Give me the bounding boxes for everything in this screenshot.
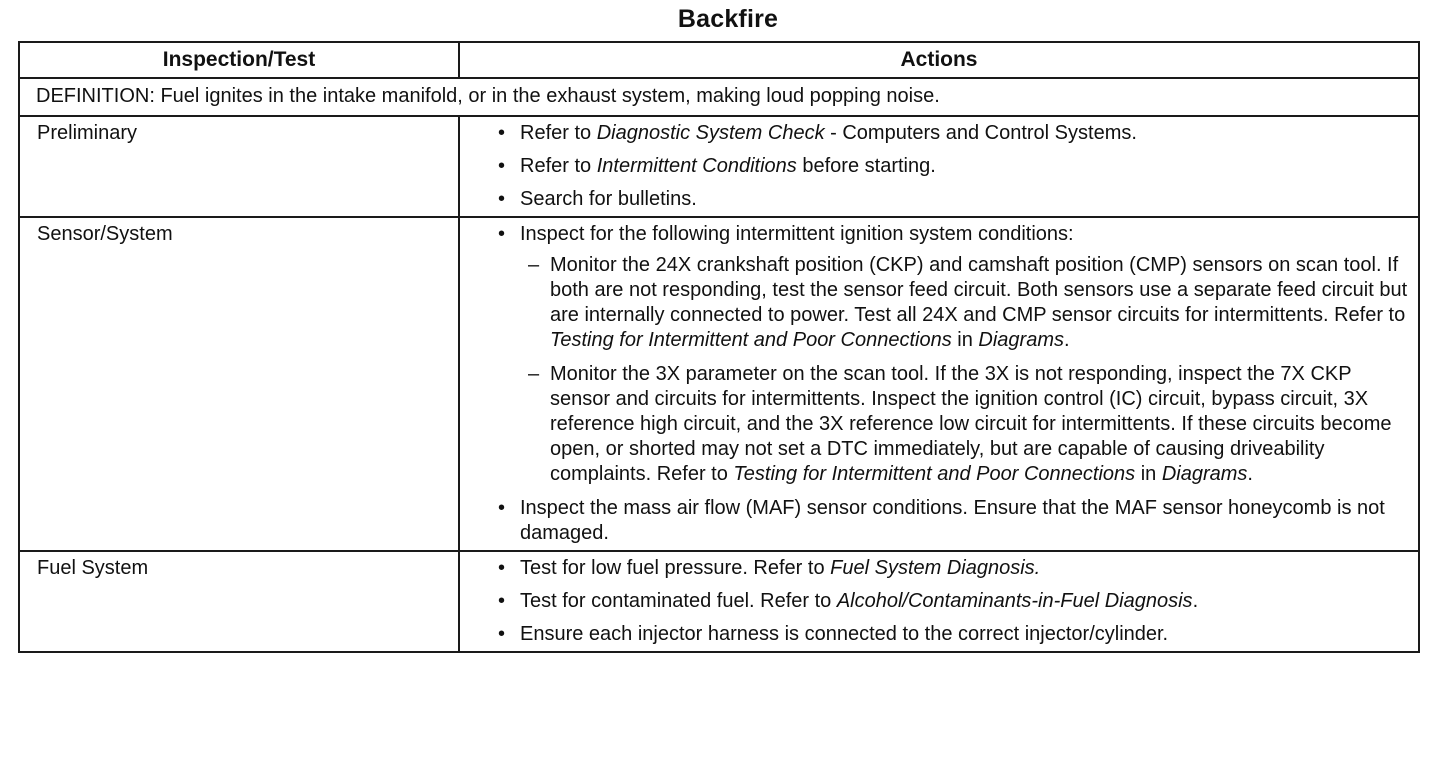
row-label-preliminary: Preliminary <box>19 116 459 217</box>
action-text: Ensure each injector harness is connected to the correct injector/cylinder. <box>520 623 1169 645</box>
action-item <box>498 589 1410 614</box>
action-text: . <box>1247 463 1253 485</box>
action-text: Refer to <box>520 122 597 144</box>
actions-cell-sensor-system <box>459 217 1419 551</box>
action-item <box>498 121 1410 146</box>
action-text: Refer to <box>520 155 597 177</box>
bullet-icon: • <box>498 623 506 645</box>
action-item <box>498 622 1410 647</box>
action-text: Inspect the mass air flow (MAF) sensor conditions. Ensure that the MAF sensor honeycomb is not damaged. <box>520 497 1385 544</box>
column-header-inspection-test: Inspection/Test <box>19 42 459 78</box>
column-header-actions: Actions <box>459 42 1419 78</box>
action-text: Search for bulletins. <box>520 188 697 210</box>
reference-text: Fuel System Diagnosis. <box>830 557 1041 579</box>
action-item <box>498 496 1410 546</box>
bullet-icon: • <box>498 122 506 144</box>
reference-text: Diagrams <box>1161 463 1248 485</box>
table-row-sensor-system <box>19 217 1419 551</box>
action-text: . <box>1192 590 1199 612</box>
definition-text: DEFINITION: Fuel ignites in the intake manifold, or in the exhaust system, making loud popping noise. <box>19 78 1419 116</box>
row-label-fuel-system: Fuel System <box>19 551 459 652</box>
table-row-preliminary <box>19 116 1419 217</box>
dash-icon: – <box>528 254 540 276</box>
action-text: . <box>1063 329 1070 351</box>
reference-text: Diagrams <box>978 329 1064 351</box>
action-text: Monitor the 3X parameter on the scan tool. If the 3X is not responding, inspect the 7X CKP sensor and circuits for intermittents. Inspect the ignition control (IC) circuit, bypass circuit, 3X reference high circuit, and the 3X reference low circuit for intermittents. If these circuits become open, or shorted may not set a DTC immediately, but are capable of causing driveability complaints. Refer to <box>550 363 1392 485</box>
actions-cell-fuel-system <box>459 551 1419 652</box>
row-label-sensor-system: Sensor/System <box>19 217 459 551</box>
action-text: Test for contaminated fuel. Refer to <box>520 590 837 612</box>
reference-text: Diagnostic System Check <box>596 122 825 144</box>
definition-row <box>19 78 1419 116</box>
bullet-icon: • <box>498 223 506 245</box>
action-item <box>498 556 1410 581</box>
page-title: Backfire <box>677 5 779 33</box>
reference-text: Intermittent Conditions <box>596 155 797 177</box>
bullet-icon: • <box>498 188 506 210</box>
action-text: - Computers and Control Systems. <box>824 122 1137 144</box>
bullet-icon: • <box>498 590 506 612</box>
sub-action-list <box>520 253 1410 487</box>
action-text: Monitor the 24X crankshaft position (CKP) and camshaft position (CMP) sensors on scan tool. If both are not responding, test the sensor feed circuit. Both sensors use a separate feed circuit but are internally connected to power. Test all 24X and CMP sensor circuits for intermittents. Refer to <box>550 254 1408 326</box>
action-item <box>498 222 1410 487</box>
action-text: in <box>1135 463 1162 485</box>
reference-text: Testing for Intermittent and Poor Connections <box>550 329 952 351</box>
table-row-fuel-system <box>19 551 1419 652</box>
bullet-icon: • <box>498 557 506 579</box>
bullet-icon: • <box>498 155 506 177</box>
action-list <box>498 222 1410 546</box>
action-item <box>498 154 1410 179</box>
action-text: in <box>951 329 979 351</box>
header-row <box>19 42 1419 78</box>
action-list <box>498 121 1410 212</box>
action-list <box>498 556 1410 647</box>
action-text: Test for low fuel pressure. Refer to <box>520 557 831 579</box>
reference-text: Alcohol/Contaminants-in-Fuel Diagnosis <box>836 590 1193 612</box>
sub-action-item <box>520 253 1410 353</box>
action-text: before starting. <box>796 155 936 177</box>
action-item <box>498 187 1410 212</box>
dash-icon: – <box>528 363 540 385</box>
actions-cell-preliminary <box>459 116 1419 217</box>
diagnostic-table <box>18 41 1420 653</box>
bullet-icon: • <box>498 497 506 519</box>
action-text: Inspect for the following intermittent ignition system conditions: <box>520 223 1074 245</box>
sub-action-item <box>520 362 1410 487</box>
reference-text: Testing for Intermittent and Poor Connections <box>733 463 1136 485</box>
